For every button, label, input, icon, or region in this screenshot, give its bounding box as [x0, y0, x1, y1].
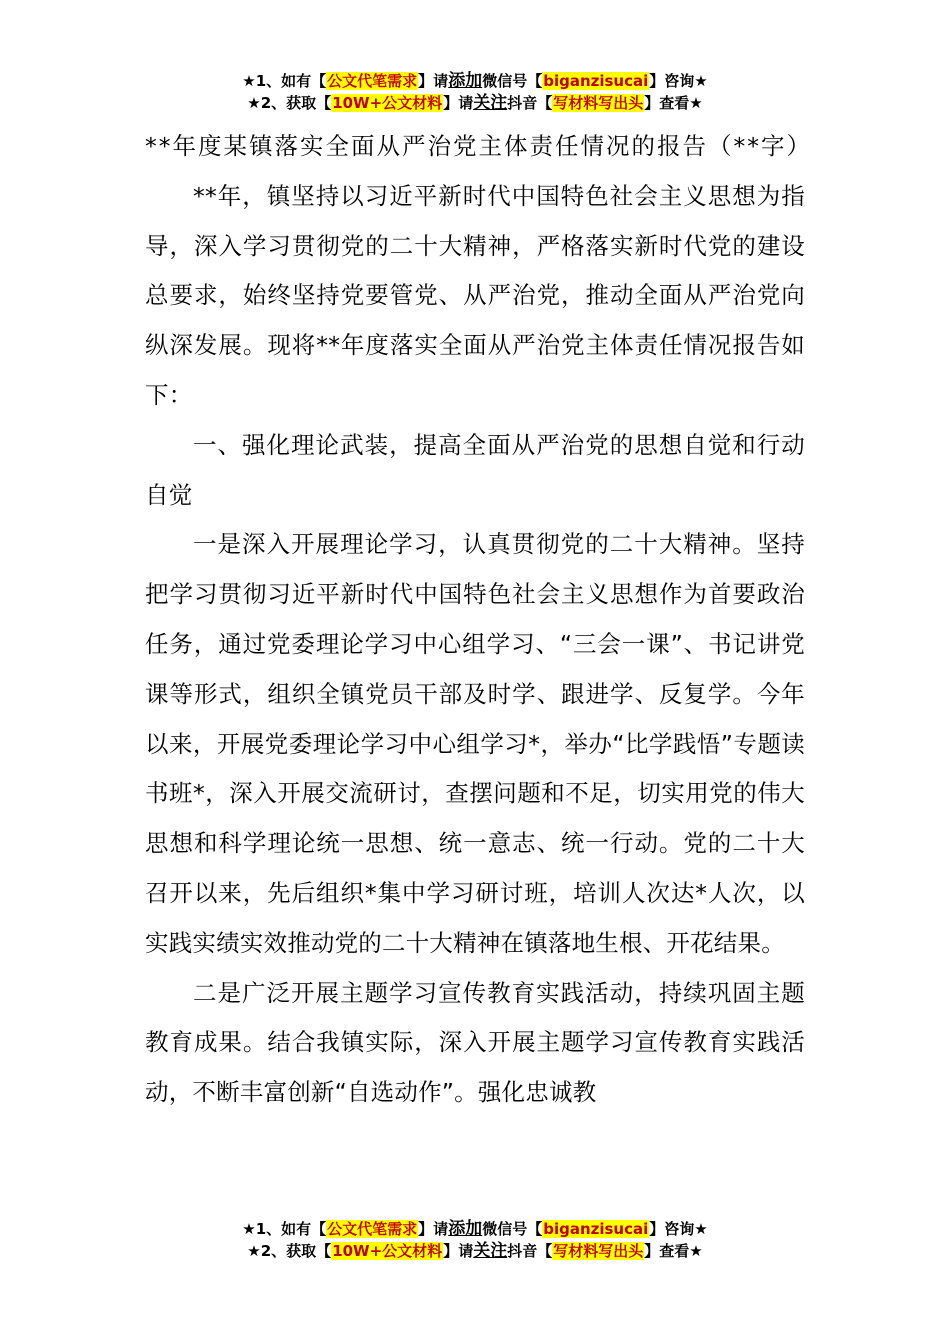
banner-text: 2、获取【: [260, 94, 332, 112]
highlight-materials: 10W+公文材料: [332, 94, 443, 112]
document-title: **年度某镇落实全面从严治党主体责任情况的报告（**字）: [145, 132, 812, 160]
banner-line-1: [0, 70, 950, 92]
star-icon: ★: [694, 1220, 708, 1238]
star-icon: ★: [247, 1242, 261, 1260]
banner-text: 】咨询: [649, 72, 695, 90]
underline-follow: 关注: [473, 1241, 508, 1261]
footer-banner: [0, 1218, 950, 1262]
star-icon: ★: [694, 72, 708, 90]
paragraph-theory-study: 一是深入开展理论学习，认真贯彻党的二十大精神。坚持把学习贯彻习近平新时代中国特色社会主义思想作为首要政治任务，通过党委理论学习中心组学习、“三会一课”、书记讲党课等形式，组织全镇党员干部及时学、跟进学、反复学。今年以来，开展党委理论学习中心组学习*，举办“比学践悟”专题读书班*，深入开展交流研讨，查摆问题和不足，切实用党的伟大思想和科学理论统一思想、统一意志、统一行动。党的二十大召开以来，先后组织*集中学习研讨班，培训人次达*人次，以实践实绩实效推动党的二十大精神在镇落地生根、开花结果。: [145, 530, 805, 957]
paragraph-intro: **年，镇坚持以习近平新时代中国特色社会主义思想为指导，深入学习贯彻党的二十大精神，严格落实新时代党的建设总要求，始终坚持党要管党、从严治党，推动全面从严治党向纵深发展。现将**年度落实全面从严治党主体责任情况报告如下：: [145, 181, 805, 409]
banner-text: 2、获取【: [260, 1242, 332, 1260]
star-icon: ★: [242, 1220, 256, 1238]
highlight-service: 公文代笔需求: [327, 1220, 418, 1238]
document-body: [145, 122, 812, 1118]
banner-line-1: [0, 1218, 950, 1240]
banner-text: 】咨询: [649, 1220, 695, 1238]
banner-text: 】查看: [644, 94, 690, 112]
highlight-douyin: 写材料写出头: [553, 1242, 644, 1260]
underline-follow: 关注: [473, 93, 508, 113]
highlight-wechat-id: biganzisucai: [543, 72, 649, 90]
banner-line-2: [0, 1240, 950, 1262]
highlight-service: 公文代笔需求: [327, 72, 418, 90]
banner-text: 微信号【: [482, 72, 543, 90]
underline-add: 添加: [448, 71, 483, 91]
paragraph-theme-education: 二是广泛开展主题学习宣传教育实践活动，持续巩固主题教育成果。结合我镇实际，深入开展主题学习宣传教育实践活动，不断丰富创新“自选动作”。强化忠诚教: [145, 978, 805, 1107]
banner-text: 】查看: [644, 1242, 690, 1260]
banner-text: 微信号【: [482, 1220, 543, 1238]
banner-text: 1、如有【: [255, 72, 327, 90]
banner-text: 抖音【: [507, 1242, 553, 1260]
banner-text: 抖音【: [507, 94, 553, 112]
banner-text: 】请: [418, 1220, 449, 1238]
banner-line-2: [0, 92, 950, 114]
star-icon: ★: [247, 94, 261, 112]
section-heading-1: 一、强化理论武装，提高全面从严治党的思想自觉和行动自觉: [145, 430, 805, 509]
banner-text: 】请: [418, 72, 449, 90]
star-icon: ★: [689, 1242, 703, 1260]
highlight-douyin: 写材料写出头: [553, 94, 644, 112]
highlight-materials: 10W+公文材料: [332, 1242, 443, 1260]
banner-text: 】请: [443, 1242, 474, 1260]
banner-text: 1、如有【: [255, 1220, 327, 1238]
star-icon: ★: [242, 72, 256, 90]
header-banner: [0, 70, 950, 114]
star-icon: ★: [689, 94, 703, 112]
underline-add: 添加: [448, 1219, 483, 1239]
banner-text: 】请: [443, 94, 474, 112]
highlight-wechat-id: biganzisucai: [543, 1220, 649, 1238]
